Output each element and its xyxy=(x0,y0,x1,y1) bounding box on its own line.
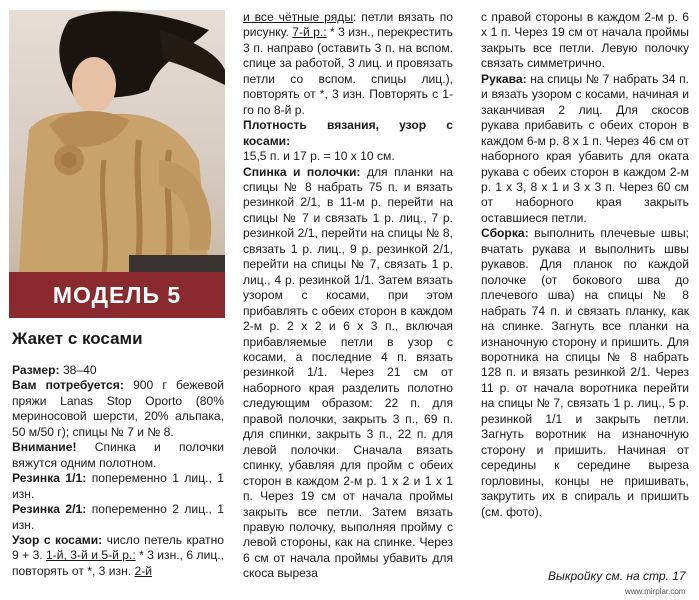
row7-text: * 3 изн., перекрестить 3 п. направо (оставить 3 п. на вспом. спице за работой, 3 лиц. и провязать петли со вспом. спицы лиц.), повторять от *, 3 изн. Повторять с 1-го по 8-й р. xyxy=(243,25,453,117)
cable-row2: 2-й xyxy=(134,563,153,578)
back-label: Спинка и полочки: xyxy=(243,164,361,179)
need-value: 900 г бежевой пряжи Lanas Stop Oporto (80% мериносовой шерсти, 20% альпака, 50 м/50 г); спицы № 7 и № 8. xyxy=(12,378,224,439)
even-rows-text: : петли вязать по рисунку. xyxy=(243,10,453,40)
density-value: 15,5 п. и 17 р. = 10 х 10 см. xyxy=(243,149,395,164)
row7: 7-й р.: xyxy=(292,25,327,40)
cable-label: Узор с косами: xyxy=(12,532,103,547)
even-rows: и все чётные ряды xyxy=(243,10,354,24)
rib21-value: попеременно 2 лиц., 1 изн. xyxy=(12,502,224,532)
attention-label: Внимание! xyxy=(12,440,77,455)
sleeves-label: Рукава: xyxy=(481,71,527,86)
need-label: Вам потребуется: xyxy=(12,378,124,393)
cable-rows: 1-й, 3-й и 5-й р.: xyxy=(46,548,136,563)
pattern-reference: Выкройку см. на стр. 17 xyxy=(548,569,686,583)
column-2 xyxy=(243,10,453,582)
size-value: 38–40 xyxy=(62,363,97,377)
attention-value: Спинка и полочки вяжутся одним полотном. xyxy=(12,440,224,470)
watermark: www.mirplar.com xyxy=(625,587,686,596)
cable-value-b: * 3 изн., 6 лиц., повторять от *, 3 изн. xyxy=(12,548,224,578)
article-title: Жакет с косами xyxy=(12,329,143,348)
back-value: для планки на спицы № 8 набрать 75 п. и вязать резинкой 2/1, в 11-м р. перейти на спицы № 7 и связать 1 р. лиц., 7 р. резинкой 2/1, перейти на спицы № 8, связать 1 р. лиц., 9 р. резинкой 2/1, перейти на спицы № 7, связать 1 р. лиц., 4 р. резинкой 1/1. Затем вязать узором с косами, при этом прибавлять с обеих сторон в каждом 2-м р. 2 х 2 и 6 х 3 п., включая прибавляемые петли в узор с косами, а последние 4 п. вязать резинкой 1/1. Через 21 см от наборного края разделить полотно следующим образом: 22 п. для правой полочки, закрыть 3 п., 69 п. для спинки, закрыть 3 п., 22 п. для левой полочки. Сначала вязать спинку, убавляя для пройм с обеих сторон в каждом 2-м р. 1 х 2 и 1 х 1 п. Через 19 см от начала проймы закрыть все петли. Затем вязать правую полочку, выполняя пройму с левой стороны, как на спинке. Через 6 см от начала проймы убавить для скоса выреза xyxy=(243,164,453,581)
size-label: Размер: xyxy=(12,363,60,377)
model-photo xyxy=(9,10,225,272)
rib11-label: Резинка 1/1: xyxy=(12,471,87,486)
col3-continuation: с правой стороны в каждом 2-м р. 6 х 1 п. Через 19 см от начала проймы закрыть все петли. Левую полочку связать симметрично. xyxy=(481,10,689,71)
assembly-value: выполнить плечевые швы; вчатать рукава и выполнить швы рукавов. Для планок по каждой полочке (от бокового шва до плечевого шва) на спицы № 8 набрать 74 п. и связать планку, как на спинке. Загнуть все планки на изнаночную сторону и пришить. Для воротника на спицы № 8 набрать 128 п. и вязать резинкой 2/1. Через 11 р. от начала воротника перейти на спицы № 7, связать 1 р. лиц., 5 р. резинкой 1/1 и закрыть петли. Загнуть воротник на изнаночную сторону и пришить. Начиная от середины к середине выреза горловины, концы не пришивать, закрутить их в спираль и пришить (см. фото). xyxy=(481,226,689,519)
column-3 xyxy=(481,10,689,520)
assembly-label: Сборка: xyxy=(481,226,529,241)
rib11-value: попеременно 1 лиц., 1 изн. xyxy=(12,471,224,501)
density-label: Плотность вязания, узор с косами: xyxy=(243,118,453,148)
model-label: МОДЕЛЬ 5 xyxy=(9,272,225,318)
rib21-label: Резинка 2/1: xyxy=(12,502,87,517)
cable-value-a: число петель кратно 9 + 3. xyxy=(12,532,224,563)
column-1 xyxy=(12,363,224,579)
sleeves-value: на спицы № 7 набрать 34 п. и вязать узором с косами, начиная и заканчивая 2 лиц. Для скосов рукава прибавить с обеих сторон в каждом 6-м р. 8 х 1 п. Через 46 см от наборного края убавить для оката рукава с обеих сторон в каждом 2-м р. 1 х 3, 8 х 1 и 3 х 3 п. Через 60 см от наборного края закрыть оставшиеся петли. xyxy=(481,71,689,225)
